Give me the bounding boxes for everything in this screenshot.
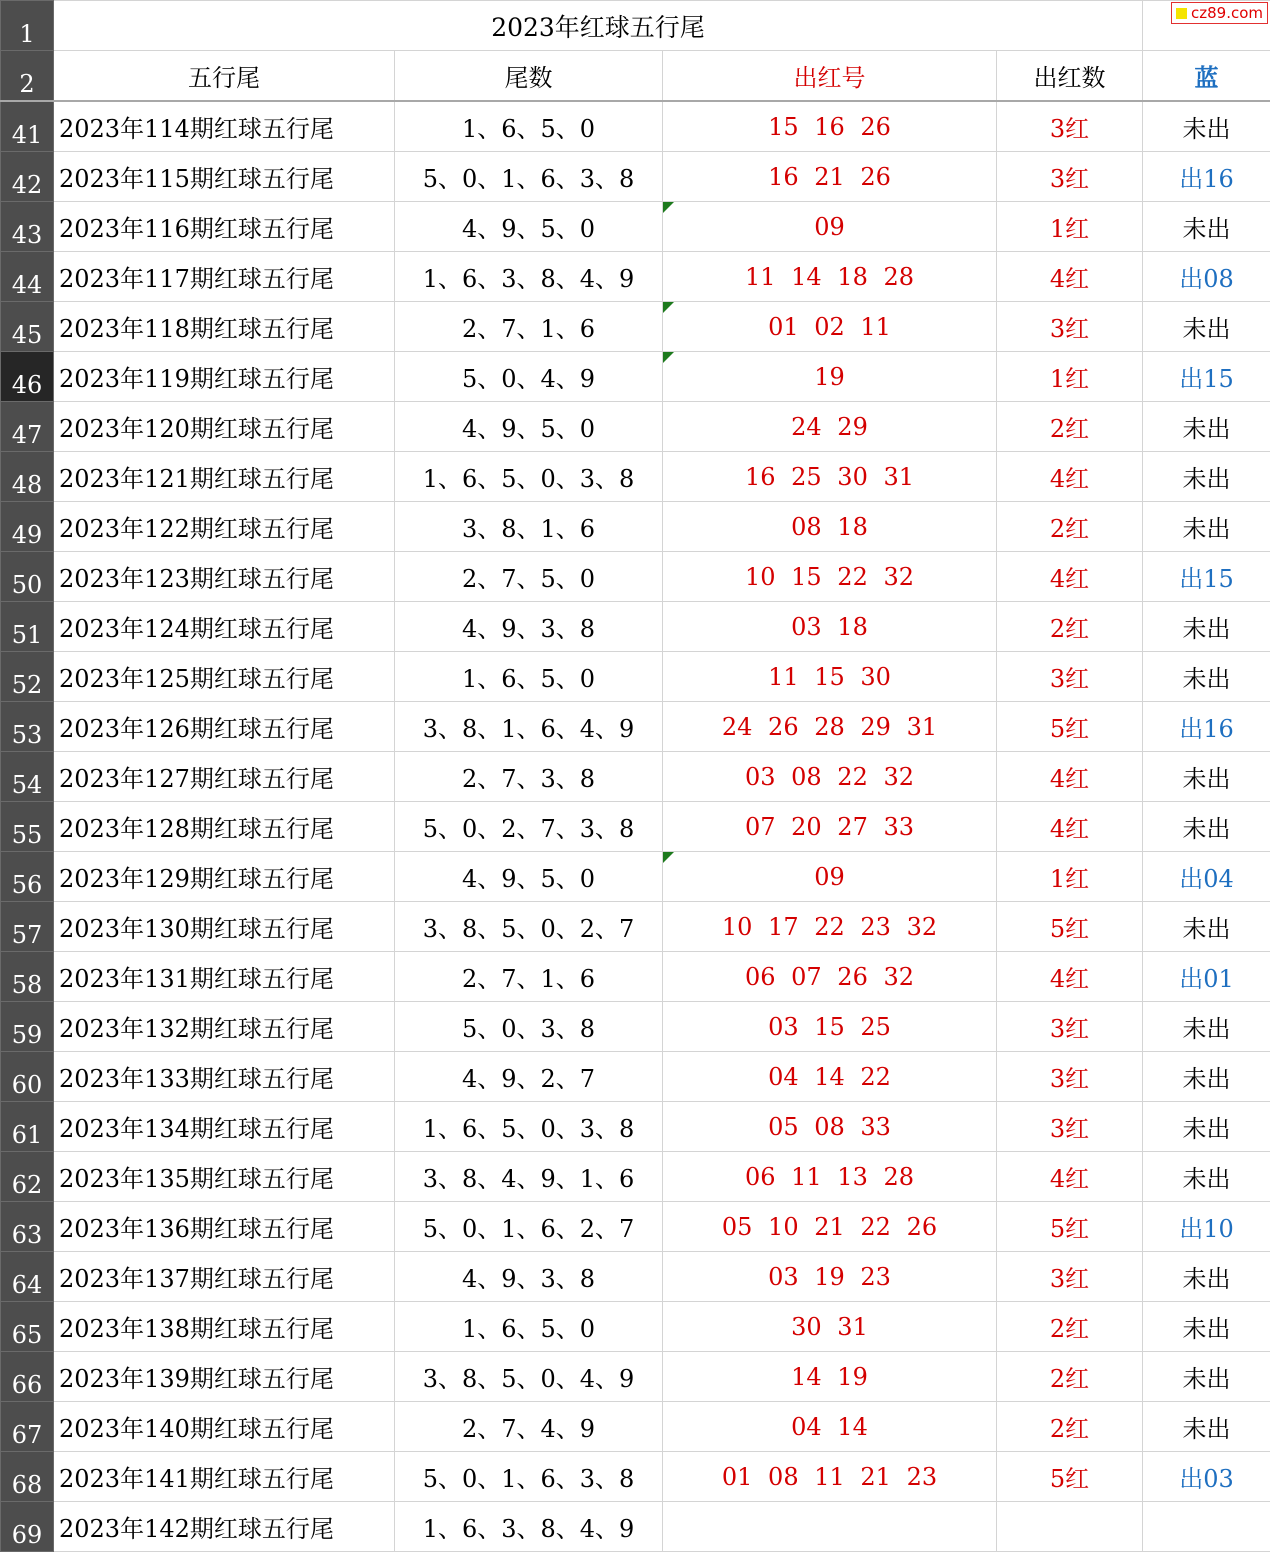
blue-status-cell[interactable]: 未出 [1143, 752, 1270, 802]
red-numbers-cell[interactable]: 24 29 [663, 402, 997, 452]
blue-status-cell[interactable]: 出16 [1143, 702, 1270, 752]
row-header[interactable]: 51 [1, 602, 54, 652]
tails-cell[interactable]: 5、0、3、8 [395, 1002, 663, 1052]
red-numbers-cell[interactable]: 11 14 18 28 [663, 252, 997, 302]
red-numbers-cell[interactable]: 01 08 11 21 23 [663, 1452, 997, 1502]
red-count-cell[interactable]: 3红 [997, 1252, 1143, 1302]
table-row [1, 1402, 1270, 1452]
red-count-cell[interactable]: 4红 [997, 552, 1143, 602]
period-cell[interactable]: 2023年122期红球五行尾 [54, 502, 395, 552]
period-cell[interactable]: 2023年135期红球五行尾 [54, 1152, 395, 1202]
header-period[interactable]: 五行尾 [54, 51, 395, 102]
row-header[interactable]: 44 [1, 252, 54, 302]
red-numbers-cell[interactable]: 24 26 28 29 31 [663, 702, 997, 752]
blue-status-cell[interactable] [1143, 1502, 1270, 1552]
row-header[interactable]: 41 [1, 101, 54, 152]
period-cell[interactable]: 2023年124期红球五行尾 [54, 602, 395, 652]
red-numbers-cell[interactable]: 04 14 [663, 1402, 997, 1452]
row-header[interactable]: 54 [1, 752, 54, 802]
row-header[interactable]: 52 [1, 652, 54, 702]
tails-cell[interactable]: 4、9、5、0 [395, 202, 663, 252]
period-cell[interactable]: 2023年128期红球五行尾 [54, 802, 395, 852]
period-cell[interactable]: 2023年115期红球五行尾 [54, 152, 395, 202]
red-count-cell[interactable]: 4红 [997, 802, 1143, 852]
row-header[interactable]: 46 [1, 352, 54, 402]
red-numbers-cell[interactable] [663, 1502, 997, 1552]
row-header[interactable]: 50 [1, 552, 54, 602]
table-row [1, 952, 1270, 1002]
blue-status-cell[interactable]: 未出 [1143, 1052, 1270, 1102]
tails-cell[interactable]: 5、0、4、9 [395, 352, 663, 402]
red-count-cell[interactable]: 2红 [997, 1402, 1143, 1452]
title-row [1, 1, 1270, 51]
red-numbers-cell[interactable]: 06 07 26 32 [663, 952, 997, 1002]
red-count-cell[interactable]: 4红 [997, 452, 1143, 502]
blue-status-cell[interactable]: 未出 [1143, 902, 1270, 952]
period-cell[interactable]: 2023年121期红球五行尾 [54, 452, 395, 502]
red-count-cell[interactable] [997, 1502, 1143, 1552]
red-count-cell[interactable]: 3红 [997, 101, 1143, 152]
row-header[interactable]: 42 [1, 152, 54, 202]
red-numbers-cell[interactable]: 10 17 22 23 32 [663, 902, 997, 952]
row-header[interactable]: 59 [1, 1002, 54, 1052]
tails-cell[interactable]: 2、7、1、6 [395, 302, 663, 352]
table-row [1, 1502, 1270, 1552]
red-numbers-cell[interactable] [663, 852, 997, 902]
row-header[interactable]: 57 [1, 902, 54, 952]
red-numbers-cell[interactable]: 03 19 23 [663, 1252, 997, 1302]
red-count-cell[interactable]: 3红 [997, 302, 1143, 352]
row-header[interactable]: 2 [1, 51, 54, 102]
table-row [1, 352, 1270, 402]
red-count-cell[interactable]: 4红 [997, 952, 1143, 1002]
period-cell[interactable]: 2023年126期红球五行尾 [54, 702, 395, 752]
tails-cell[interactable]: 1、6、5、0、3、8 [395, 452, 663, 502]
table-row [1, 802, 1270, 852]
red-numbers-cell[interactable] [663, 202, 997, 252]
blue-status-cell[interactable]: 出10 [1143, 1202, 1270, 1252]
period-cell[interactable]: 2023年138期红球五行尾 [54, 1302, 395, 1352]
table-row [1, 152, 1270, 202]
red-numbers-cell[interactable]: 05 10 21 22 26 [663, 1202, 997, 1252]
red-numbers-text: 19 [814, 363, 845, 391]
header-row [1, 51, 1270, 102]
watermark-text: cz89.com [1191, 3, 1263, 23]
table-row [1, 702, 1270, 752]
table-row [1, 552, 1270, 602]
red-numbers-cell[interactable]: 30 31 [663, 1302, 997, 1352]
red-numbers-cell[interactable]: 04 14 22 [663, 1052, 997, 1102]
row-header[interactable]: 43 [1, 202, 54, 252]
period-cell[interactable]: 2023年114期红球五行尾 [54, 101, 395, 152]
row-header[interactable]: 45 [1, 302, 54, 352]
period-cell[interactable]: 2023年123期红球五行尾 [54, 552, 395, 602]
period-cell[interactable]: 2023年131期红球五行尾 [54, 952, 395, 1002]
row-header[interactable]: 47 [1, 402, 54, 452]
tails-cell[interactable]: 1、6、5、0 [395, 652, 663, 702]
row-header[interactable]: 67 [1, 1402, 54, 1452]
tails-cell[interactable]: 1、6、5、0、3、8 [395, 1102, 663, 1152]
blue-status-cell[interactable]: 未出 [1143, 402, 1270, 452]
header-count[interactable]: 出红数 [997, 51, 1143, 102]
row-header[interactable]: 62 [1, 1152, 54, 1202]
row-header[interactable]: 65 [1, 1302, 54, 1352]
tails-cell[interactable]: 2、7、5、0 [395, 552, 663, 602]
row-header[interactable]: 58 [1, 952, 54, 1002]
red-numbers-cell[interactable]: 03 15 25 [663, 1002, 997, 1052]
tails-cell[interactable]: 4、9、3、8 [395, 1252, 663, 1302]
red-numbers-cell[interactable]: 03 08 22 32 [663, 752, 997, 802]
blue-status-cell[interactable]: 出01 [1143, 952, 1270, 1002]
red-count-cell[interactable]: 4红 [997, 752, 1143, 802]
blue-status-cell[interactable]: 未出 [1143, 1252, 1270, 1302]
table-row [1, 1452, 1270, 1502]
table-row [1, 101, 1270, 152]
comment-flag-icon [663, 352, 674, 363]
comment-flag-icon [663, 302, 674, 313]
red-numbers-cell[interactable]: 16 25 30 31 [663, 452, 997, 502]
table-row [1, 852, 1270, 902]
blue-status-cell[interactable]: 未出 [1143, 502, 1270, 552]
row-header[interactable]: 61 [1, 1102, 54, 1152]
period-cell[interactable]: 2023年118期红球五行尾 [54, 302, 395, 352]
red-count-cell[interactable]: 5红 [997, 702, 1143, 752]
red-count-cell[interactable]: 3红 [997, 652, 1143, 702]
red-count-cell[interactable]: 5红 [997, 1452, 1143, 1502]
table-row [1, 1052, 1270, 1102]
sheet-title[interactable]: 2023年红球五行尾 [54, 1, 1143, 51]
blue-status-cell[interactable]: 未出 [1143, 1152, 1270, 1202]
header-tails[interactable]: 尾数 [395, 51, 663, 102]
blue-status-cell[interactable]: 未出 [1143, 1102, 1270, 1152]
blue-status-cell[interactable]: 未出 [1143, 602, 1270, 652]
tails-cell[interactable]: 5、0、1、6、3、8 [395, 152, 663, 202]
period-cell[interactable]: 2023年136期红球五行尾 [54, 1202, 395, 1252]
row-header[interactable]: 63 [1, 1202, 54, 1252]
table-row [1, 452, 1270, 502]
table-row [1, 302, 1270, 352]
tails-cell[interactable]: 5、0、2、7、3、8 [395, 802, 663, 852]
period-cell[interactable]: 2023年116期红球五行尾 [54, 202, 395, 252]
period-cell[interactable]: 2023年120期红球五行尾 [54, 402, 395, 452]
tails-cell[interactable]: 4、9、2、7 [395, 1052, 663, 1102]
table-row [1, 902, 1270, 952]
tails-cell[interactable]: 4、9、3、8 [395, 602, 663, 652]
tails-cell[interactable]: 3、8、1、6 [395, 502, 663, 552]
tails-cell[interactable]: 3、8、1、6、4、9 [395, 702, 663, 752]
blue-status-cell[interactable]: 未出 [1143, 652, 1270, 702]
red-numbers-text: 09 [814, 213, 845, 241]
table-row [1, 752, 1270, 802]
period-cell[interactable]: 2023年117期红球五行尾 [54, 252, 395, 302]
table-row [1, 1102, 1270, 1152]
red-numbers-cell[interactable]: 14 19 [663, 1352, 997, 1402]
red-numbers-cell[interactable]: 10 15 22 32 [663, 552, 997, 602]
table-row [1, 1202, 1270, 1252]
red-numbers-cell[interactable] [663, 302, 997, 352]
site-watermark [1171, 2, 1268, 24]
row-header[interactable]: 1 [1, 1, 54, 51]
red-count-cell[interactable]: 1红 [997, 202, 1143, 252]
header-blue[interactable]: 蓝 [1143, 51, 1270, 102]
row-header[interactable]: 68 [1, 1452, 54, 1502]
blue-status-cell[interactable]: 未出 [1143, 1302, 1270, 1352]
red-count-cell[interactable]: 4红 [997, 1152, 1143, 1202]
blue-status-cell[interactable]: 未出 [1143, 1352, 1270, 1402]
blue-status-cell[interactable]: 未出 [1143, 101, 1270, 152]
red-numbers-cell[interactable]: 06 11 13 28 [663, 1152, 997, 1202]
tails-cell[interactable]: 3、8、5、0、4、9 [395, 1352, 663, 1402]
row-header[interactable]: 60 [1, 1052, 54, 1102]
red-count-cell[interactable]: 1红 [997, 852, 1143, 902]
tails-cell[interactable]: 4、9、5、0 [395, 402, 663, 452]
row-header[interactable]: 48 [1, 452, 54, 502]
tails-cell[interactable]: 1、6、5、0 [395, 1302, 663, 1352]
tails-cell[interactable]: 4、9、5、0 [395, 852, 663, 902]
period-cell[interactable]: 2023年132期红球五行尾 [54, 1002, 395, 1052]
tails-cell[interactable]: 5、0、1、6、3、8 [395, 1452, 663, 1502]
sheet-body [1, 1, 1270, 1552]
row-header[interactable]: 64 [1, 1252, 54, 1302]
blue-status-cell[interactable]: 未出 [1143, 1002, 1270, 1052]
tails-cell[interactable]: 2、7、3、8 [395, 752, 663, 802]
period-cell[interactable]: 2023年130期红球五行尾 [54, 902, 395, 952]
blue-status-cell[interactable]: 出16 [1143, 152, 1270, 202]
blue-status-cell[interactable]: 出03 [1143, 1452, 1270, 1502]
table-row [1, 252, 1270, 302]
table-row [1, 1152, 1270, 1202]
comment-flag-icon [663, 202, 674, 213]
blue-status-cell[interactable]: 出15 [1143, 552, 1270, 602]
blue-status-cell[interactable]: 未出 [1143, 452, 1270, 502]
blue-status-cell[interactable]: 未出 [1143, 302, 1270, 352]
red-count-cell[interactable]: 3红 [997, 1002, 1143, 1052]
red-numbers-cell[interactable]: 03 18 [663, 602, 997, 652]
period-cell[interactable]: 2023年125期红球五行尾 [54, 652, 395, 702]
blue-status-cell[interactable]: 未出 [1143, 202, 1270, 252]
table-row [1, 202, 1270, 252]
period-cell[interactable]: 2023年129期红球五行尾 [54, 852, 395, 902]
table-row [1, 1302, 1270, 1352]
period-cell[interactable]: 2023年139期红球五行尾 [54, 1352, 395, 1402]
red-numbers-cell[interactable]: 08 18 [663, 502, 997, 552]
blue-status-cell[interactable]: 出04 [1143, 852, 1270, 902]
tails-cell[interactable]: 5、0、1、6、2、7 [395, 1202, 663, 1252]
red-count-cell[interactable]: 2红 [997, 402, 1143, 452]
blue-status-cell[interactable]: 出15 [1143, 352, 1270, 402]
red-count-cell[interactable]: 1红 [997, 352, 1143, 402]
period-cell[interactable]: 2023年134期红球五行尾 [54, 1102, 395, 1152]
red-numbers-cell[interactable]: 07 20 27 33 [663, 802, 997, 852]
row-header[interactable]: 56 [1, 852, 54, 902]
red-count-cell[interactable]: 4红 [997, 252, 1143, 302]
red-count-cell[interactable]: 5红 [997, 902, 1143, 952]
tails-cell[interactable]: 2、7、1、6 [395, 952, 663, 1002]
red-numbers-cell[interactable] [663, 352, 997, 402]
blue-status-cell[interactable]: 未出 [1143, 802, 1270, 852]
red-count-cell[interactable]: 3红 [997, 1052, 1143, 1102]
table-row [1, 1352, 1270, 1402]
period-cell[interactable]: 2023年142期红球五行尾 [54, 1502, 395, 1552]
period-cell[interactable]: 2023年133期红球五行尾 [54, 1052, 395, 1102]
period-cell[interactable]: 2023年119期红球五行尾 [54, 352, 395, 402]
red-numbers-text: 09 [814, 863, 845, 891]
comment-flag-icon [663, 852, 674, 863]
table-row [1, 1002, 1270, 1052]
red-count-cell[interactable]: 2红 [997, 502, 1143, 552]
red-count-cell[interactable]: 2红 [997, 602, 1143, 652]
table-row [1, 1252, 1270, 1302]
period-cell[interactable]: 2023年137期红球五行尾 [54, 1252, 395, 1302]
red-numbers-text: 01 02 11 [768, 313, 891, 341]
red-numbers-cell[interactable]: 15 16 26 [663, 101, 997, 152]
table-row [1, 402, 1270, 452]
table-row [1, 602, 1270, 652]
red-count-cell[interactable]: 3红 [997, 152, 1143, 202]
red-count-cell[interactable]: 3红 [997, 1102, 1143, 1152]
red-count-cell[interactable]: 5红 [997, 1202, 1143, 1252]
tails-cell[interactable]: 1、6、5、0 [395, 101, 663, 152]
tails-cell[interactable]: 1、6、3、8、4、9 [395, 1502, 663, 1552]
tails-cell[interactable]: 3、8、4、9、1、6 [395, 1152, 663, 1202]
red-count-cell[interactable]: 2红 [997, 1352, 1143, 1402]
red-numbers-cell[interactable]: 05 08 33 [663, 1102, 997, 1152]
row-header[interactable]: 53 [1, 702, 54, 752]
header-numbers[interactable]: 出红号 [663, 51, 997, 102]
tails-cell[interactable]: 1、6、3、8、4、9 [395, 252, 663, 302]
period-cell[interactable]: 2023年140期红球五行尾 [54, 1402, 395, 1452]
table-row [1, 502, 1270, 552]
row-header[interactable]: 49 [1, 502, 54, 552]
blue-status-cell[interactable]: 未出 [1143, 1402, 1270, 1452]
table-row [1, 652, 1270, 702]
blue-status-cell[interactable]: 出08 [1143, 252, 1270, 302]
period-cell[interactable]: 2023年141期红球五行尾 [54, 1452, 395, 1502]
tails-cell[interactable]: 3、8、5、0、2、7 [395, 902, 663, 952]
tails-cell[interactable]: 2、7、4、9 [395, 1402, 663, 1452]
red-numbers-cell[interactable]: 16 21 26 [663, 152, 997, 202]
red-count-cell[interactable]: 2红 [997, 1302, 1143, 1352]
red-numbers-cell[interactable]: 11 15 30 [663, 652, 997, 702]
row-header[interactable]: 69 [1, 1502, 54, 1552]
row-header[interactable]: 66 [1, 1352, 54, 1402]
yellow-square-icon [1176, 8, 1187, 19]
period-cell[interactable]: 2023年127期红球五行尾 [54, 752, 395, 802]
row-header[interactable]: 55 [1, 802, 54, 852]
